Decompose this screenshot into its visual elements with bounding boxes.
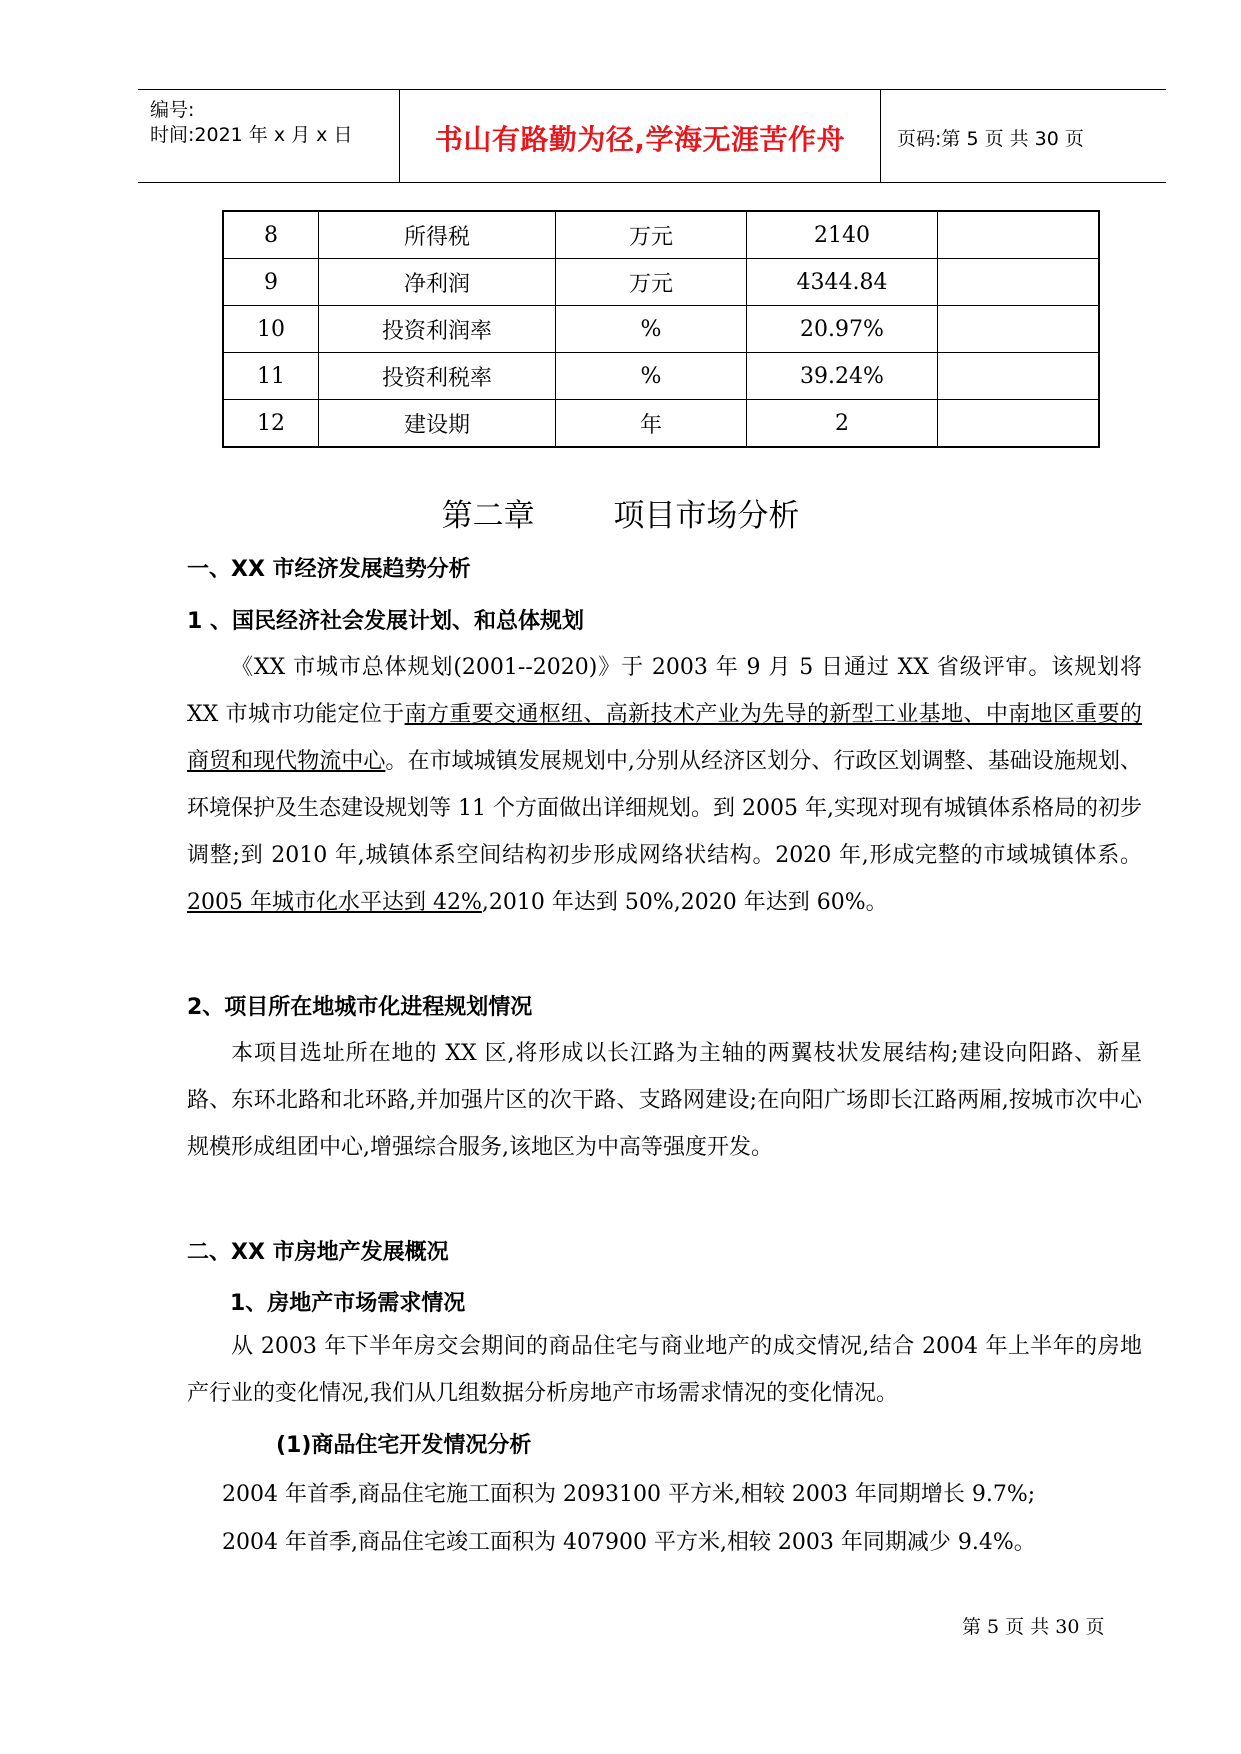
unit-cell: % — [556, 306, 747, 353]
header-meta-cell — [138, 90, 400, 182]
row-number-cell: 9 — [223, 259, 319, 306]
paragraph-text: ,2010 年达到 50%,2020 年达到 60%。 — [481, 890, 888, 915]
unit-cell: 万元 — [556, 211, 747, 259]
underlined-text: 2005 年城市化水平达到 42% — [187, 890, 482, 915]
value-cell: 2140 — [747, 211, 938, 259]
note-cell — [938, 353, 1100, 400]
unit-cell: 万元 — [556, 259, 747, 306]
row-number-cell: 12 — [223, 400, 319, 448]
value-cell: 20.97% — [747, 306, 938, 353]
header-page-number: 页码:第 5 页 共 30 页 — [897, 128, 1084, 150]
value-cell: 2 — [747, 400, 938, 448]
header-motto-cell — [400, 90, 881, 182]
table-row — [223, 211, 1099, 259]
row-number-cell: 8 — [223, 211, 319, 259]
item-name-cell: 建设期 — [319, 400, 556, 448]
subsection-heading-1-1: 1 、国民经济社会发展计划、和总体规划 — [187, 609, 584, 634]
value-cell: 39.24% — [747, 353, 938, 400]
item-name-cell: 投资利润率 — [319, 306, 556, 353]
note-cell — [938, 306, 1100, 353]
table-row — [223, 400, 1099, 448]
paragraph-text: 。在市域城镇发展规划中,分别从经济区划分、行政区划调整、基础设施规划、环境保护及生态建设规划等 11 个方面做出详细规划。到 2005 年,实现对现有城镇体系格局的初步调整;到 2010 年,城镇体系空间结构初步形成网络状结构。2020 年,形成完整的市域城镇体系。 — [187, 749, 1142, 868]
paragraph-market-demand: 从 2003 年下半年房交会期间的商品住宅与商业地产的成交情况,结合 2004 年上半年的房地产行业的变化情况,我们从几组数据分析房地产市场需求情况的变化情况。 — [187, 1334, 1142, 1406]
header-motto: 书山有路勤为径,学海无涯苦作舟 — [434, 123, 846, 156]
item-name-cell: 所得税 — [319, 211, 556, 259]
housing-completion-line: 2004 年首季,商品住宅竣工面积为 407900 平方米,相较 2003 年同期减少 9.4%。 — [222, 1530, 1036, 1555]
document-time-label: 时间:2021 年 x 月 x 日 — [150, 124, 353, 146]
paragraph-city-plan — [187, 644, 1142, 926]
section-heading-1: 一、XX 市经济发展趋势分析 — [187, 557, 471, 582]
table-row — [223, 259, 1099, 306]
subsection-heading-1-2: 2、项目所在地城市化进程规划情况 — [187, 995, 533, 1020]
unit-cell: % — [556, 353, 747, 400]
item-name-cell: 净利润 — [319, 259, 556, 306]
document-number-label: 编号: — [150, 99, 195, 121]
row-number-cell: 11 — [223, 353, 319, 400]
note-cell — [938, 259, 1100, 306]
page-header — [138, 89, 1166, 183]
chapter-number: 第二章 — [441, 498, 535, 534]
subsection-heading-2-1-1: (1)商品住宅开发情况分析 — [276, 1433, 532, 1458]
page-footer: 第 5 页 共 30 页 — [962, 1616, 1105, 1638]
item-name-cell: 投资利税率 — [319, 353, 556, 400]
chapter-title — [0, 490, 1241, 535]
subsection-heading-2-1: 1、房地产市场需求情况 — [230, 1291, 466, 1316]
table-row — [223, 353, 1099, 400]
unit-cell: 年 — [556, 400, 747, 448]
financial-indicators-table — [222, 210, 1100, 448]
note-cell — [938, 400, 1100, 448]
table-row — [223, 306, 1099, 353]
housing-construction-line: 2004 年首季,商品住宅施工面积为 2093100 平方米,相较 2003 年同期增长 9.7%; — [222, 1482, 1036, 1507]
paragraph-urbanization: 本项目选址所在地的 XX 区,将形成以长江路为主轴的两翼枝状发展结构;建设向阳路、新星路、东环北路和北环路,并加强片区的次干路、支路网建设;在向阳广场即长江路两厢,按城市次中心规模形成组团中心,增强综合服务,该地区为中高等强度开发。 — [187, 1041, 1142, 1160]
value-cell: 4344.84 — [747, 259, 938, 306]
chapter-name: 项目市场分析 — [613, 498, 800, 534]
section-heading-2: 二、XX 市房地产发展概况 — [187, 1240, 449, 1265]
underlined-text: 南方重要交通枢纽、高新技术产业为先导的新型工业基地、中南地区重要的商贸和现代物流中心 — [187, 702, 1142, 774]
row-number-cell: 10 — [223, 306, 319, 353]
note-cell — [938, 211, 1100, 259]
paragraph-text: 《XX 市城市总体规划(2001--2020)》于 2003 年 9 月 5 日通过 XX 省级评审。该规划将 XX 市城市功能定位于 — [187, 655, 1142, 727]
